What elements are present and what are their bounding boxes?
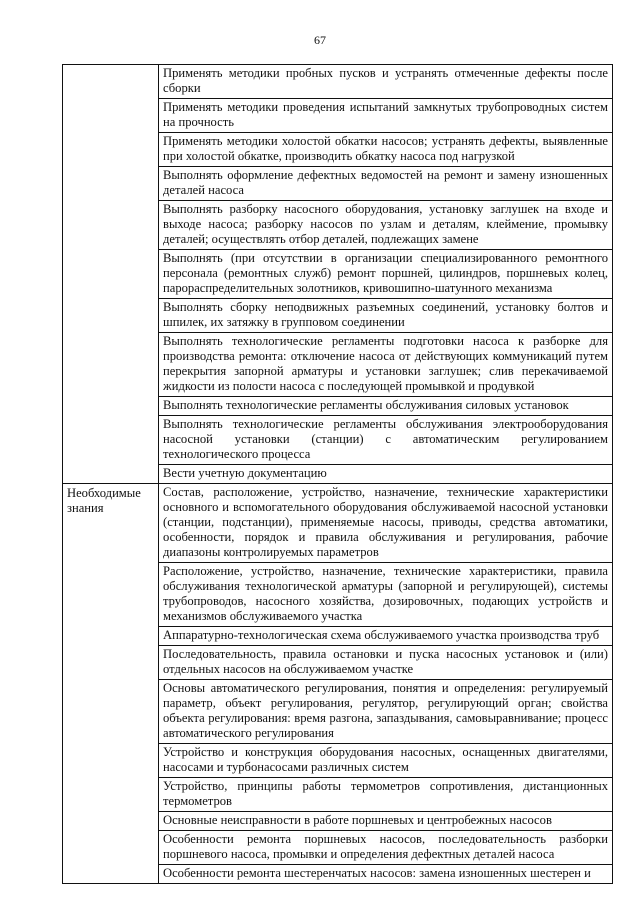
table-cell: Основы автоматического регулирования, понятия и определения: регулируемый параметр, объект регулирования, регулятор, регулирующий орган; свойства объекта регулирования: время разгона, запаздывания, самовыравнивание; процесс автоматического регулирования [159, 680, 613, 744]
table-cell: Состав, расположение, устройство, назначение, технические характеристики основного и вспомогательного оборудования обслуживаемой насосной установки (станции, подстанции), применяемые насосы, приводы, средства автоматики, особенности, порядок и правила обслуживания и регулирования, рабочие диапазоны контролируемых параметров [159, 484, 613, 563]
table-cell: Последовательность, правила остановки и пуска насосных установок и (или) отдельных насосов на обслуживаемом участке [159, 646, 613, 680]
table-cell: Выполнять (при отсутствии в организации специализированного ремонтного персонала (ремонтных служб) ремонт поршней, цилиндров, поршневых колец, парораспределительных золотников, кривошипно-шатунного механизма [159, 250, 613, 299]
table-cell: Выполнять разборку насосного оборудования, установку заглушек на входе и выходе насоса; разборку насосов по узлам и деталям, клеймение, промывку деталей; осуществлять отбор деталей, подлежащих замене [159, 201, 613, 250]
requirements-table [62, 64, 613, 884]
table-cell: Выполнять оформление дефектных ведомостей на ремонт и замену изношенных деталей насоса [159, 167, 613, 201]
table-cell: Устройство, принципы работы термометров сопротивления, дистанционных термометров [159, 778, 613, 812]
table-cell: Особенности ремонта поршневых насосов, последовательность разборки поршневого насоса, промывки и определения дефектных деталей насоса [159, 831, 613, 865]
table-cell: Устройство и конструкция оборудования насосных, оснащенных двигателями, насосами и турбонасосами различных систем [159, 744, 613, 778]
table-cell: Применять методики пробных пусков и устранять отмеченные дефекты после сборки [159, 65, 613, 99]
table-row [63, 484, 613, 563]
table-cell: Выполнять технологические регламенты обслуживания силовых установок [159, 397, 613, 416]
skills-label-cell [63, 65, 159, 484]
page-number: 67 [314, 33, 326, 47]
table-cell: Основные неисправности в работе поршневых и центробежных насосов [159, 812, 613, 831]
table-cell: Применять методики проведения испытаний замкнутых трубопроводных систем на прочность [159, 99, 613, 133]
table-cell: Применять методики холостой обкатки насосов; устранять дефекты, выявленные при холостой обкатке, производить обкатку насоса под нагрузкой [159, 133, 613, 167]
table-cell: Вести учетную документацию [159, 465, 613, 484]
table-cell: Расположение, устройство, назначение, технические характеристики, правила обслуживания технологической арматуры (запорной и регулирующей), системы трубопроводов, насосного хозяйства, дозировочных, подающих устройств и механизмов обслуживаемого участка [159, 563, 613, 627]
table-cell: Выполнять технологические регламенты обслуживания электрооборудования насосной установки (станции) с автоматическим регулированием технологического процесса [159, 416, 613, 465]
table-cell: Особенности ремонта шестеренчатых насосов: замена изношенных шестерен и [159, 865, 613, 884]
knowledge-label: Необходимые знания [63, 484, 159, 884]
table-cell: Выполнять сборку неподвижных разъемных соединений, установку болтов и шпилек, их затяжку в групповом соединении [159, 299, 613, 333]
table-cell: Аппаратурно-технологическая схема обслуживаемого участка производства труб [159, 627, 613, 646]
table-cell: Выполнять технологические регламенты подготовки насоса к разборке для производства ремонта: отключение насоса от действующих коммуникаций путем перекрытия запорной арматуры и установки заглушек; слив перекачиваемой жидкости из полости насоса с последующей промывкой и продувкой [159, 333, 613, 397]
table-row [63, 65, 613, 99]
